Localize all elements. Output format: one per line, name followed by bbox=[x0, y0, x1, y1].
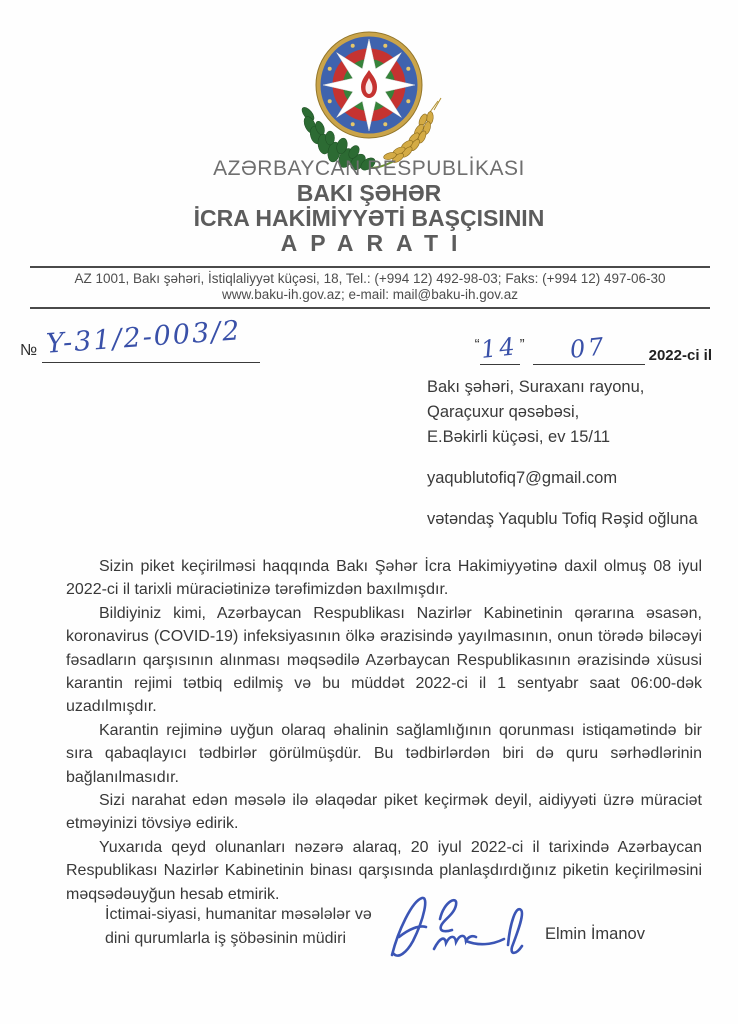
letter-body bbox=[66, 555, 702, 906]
signer-title bbox=[105, 903, 372, 951]
body-paragraph: Yuxarıda qeyd olunanları nəzərə alaraq, 20 iyul 2022-ci il tarixində Azərbaycan Respublikası Nazirlər Kabinetinin binası qarşısında planlaşdırdığınız piketin keçirilməsini məqsədəuyğun hesab etmirik. bbox=[66, 838, 702, 903]
azerbaijan-emblem-icon bbox=[294, 28, 444, 178]
signer-title-line1: İctimai-siyasi, humanitar məsələlər və bbox=[105, 906, 372, 923]
date-year-text: 2022-ci il bbox=[648, 347, 712, 364]
org-title-line1: BAKI ŞƏHƏR bbox=[296, 180, 442, 206]
ref-number-handwritten: Y-31/2-003/2 bbox=[45, 315, 243, 360]
date-group bbox=[475, 334, 712, 365]
reference-row bbox=[20, 315, 720, 374]
signature-block bbox=[105, 899, 705, 999]
coat-of-arms-icon bbox=[294, 28, 444, 178]
date-day-handwritten: 14 bbox=[479, 332, 520, 364]
letterhead bbox=[0, 157, 738, 256]
org-title-line3: APARATI bbox=[280, 230, 471, 256]
recipient-block bbox=[427, 375, 698, 532]
body-paragraph: Karantin rejiminə uyğun olaraq əhalinin sağlamlığının qorunması istiqamətində bir sıra qabaqlayıcı tədbirlər görülmüşdür. Bu tədbirlərdən biri də quru sərhədlərinin bağlanılmasıdır. bbox=[66, 721, 702, 786]
org-title-line2: İCRA HAKİMİYYƏTİ BAŞÇISININ bbox=[193, 205, 545, 231]
recipient-email: yaqublutofiq7@gmail.com bbox=[427, 469, 618, 487]
date-open-quote: “ bbox=[474, 336, 480, 353]
signer-title-line2: dini qurumlarla iş şöbəsinin müdiri bbox=[105, 930, 346, 947]
recipient-address-line: E.Bəkirli küçəsi, ev 15/11 bbox=[427, 428, 611, 446]
recipient-address-line: Qaraçuxur qəsəbəsi, bbox=[427, 403, 580, 421]
date-month-handwritten: 07 bbox=[568, 332, 609, 364]
date-month-underline bbox=[533, 334, 645, 365]
date-day-underline bbox=[480, 334, 520, 365]
date-close-quote: ” bbox=[519, 336, 525, 353]
signer-name: Elmin İmanov bbox=[545, 925, 645, 943]
recipient-addressee: vətəndaş Yaqublu Tofiq Rəşid oğluna bbox=[427, 510, 698, 528]
spacer bbox=[427, 491, 698, 507]
country-title: AZƏRBAYCAN RESPUBLİKASI bbox=[213, 157, 525, 180]
contact-web-line: www.baku-ih.gov.az; e-mail: mail@baku-ih.gov.az bbox=[221, 287, 519, 302]
body-paragraph: Sizi narahat edən məsələ ilə əlaqədar piket keçirmək deyil, aidiyyəti üzrə müraciət etməyinizi tövsiyə edirik. bbox=[66, 792, 702, 833]
spacer bbox=[427, 450, 698, 466]
recipient-address-line: Bakı şəhəri, Suraxanı rayonu, bbox=[427, 378, 645, 396]
ref-number-label: № bbox=[20, 342, 38, 359]
contact-address-line: AZ 1001, Bakı şəhəri, İstiqlaliyyət küçəsi, 18, Tel.: (+994 12) 492-98-03; Faks: (+994 12) 497-06-30 bbox=[74, 271, 666, 286]
signature-scribble-icon bbox=[380, 887, 540, 972]
body-paragraph: Sizin piket keçirilməsi haqqında Bakı Şəhər İcra Hakimiyyətinə daxil olmuş 08 iyul 2022-ci il tarixli müraciətinizə tərəfimizdən baxılmışdır. bbox=[66, 558, 702, 599]
contact-band bbox=[30, 266, 710, 309]
body-paragraph: Bildiyiniz kimi, Azərbaycan Respublikası Nazirlər Kabinetinin qərarına əsasən, koronavirus (COVID-19) infeksiyasının ölkə ərazisində yayılmasının, onun törədə biləcəyi fəsadların qarşısının alınması məqsədilə Azərbaycan Respublikasının ərazisində xüsusi karantin rejimi tətbiq edilmiş və bu müddət 2022-ci il 1 sentyabr saat 06:00-dək uzadılmışdır. bbox=[66, 604, 702, 716]
emblem-shield-icon bbox=[316, 32, 422, 138]
